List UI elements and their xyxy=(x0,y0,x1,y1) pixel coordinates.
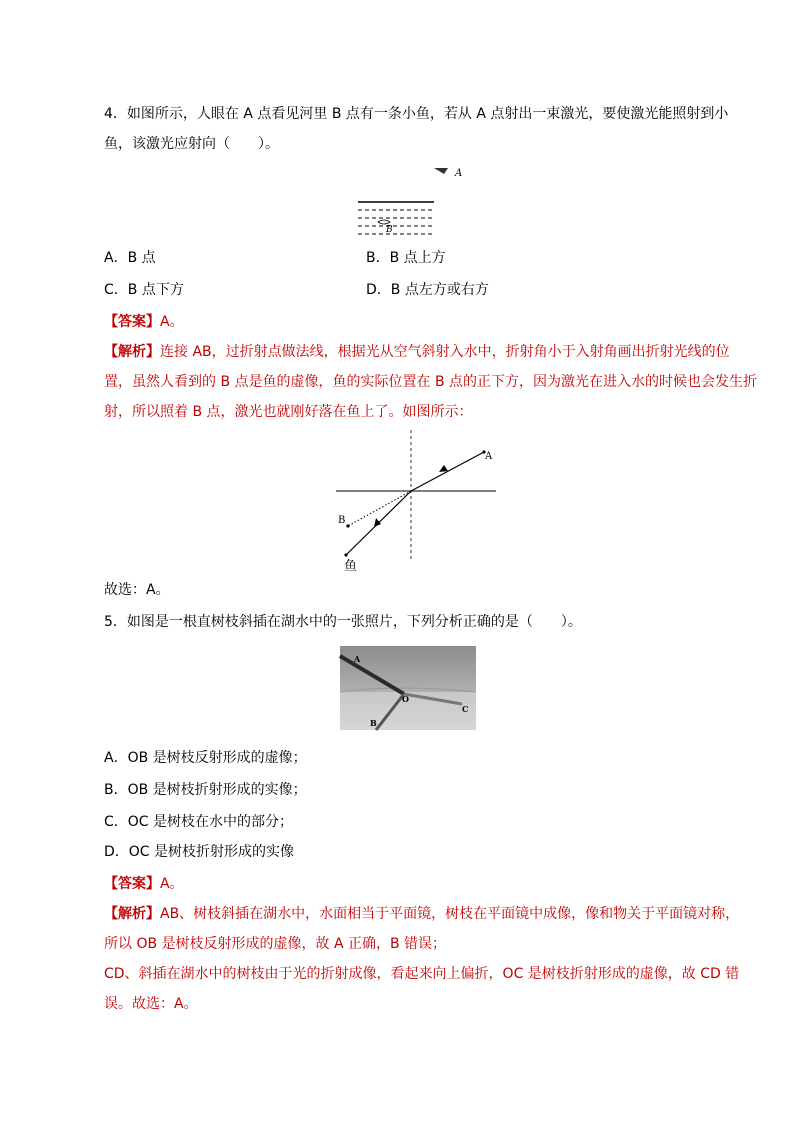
q4-option-c: C．B 点下方 xyxy=(104,282,184,298)
fish-icon xyxy=(378,220,390,224)
q5-analysis-line3: CD、斜插在湖水中的树枝由于光的折射成像，看起来向上偏折，OC 是树枝折射形成的虚像，故 CD 错 xyxy=(104,966,740,982)
q4-answer-value: A。 xyxy=(160,314,184,330)
q4-conclusion: 故选：A。 xyxy=(104,582,170,598)
q5-photo xyxy=(340,646,476,730)
photo-label-o: O xyxy=(402,694,409,704)
q4-analysis-line2: 置，虽然人看到的 B 点是鱼的虚像，鱼的实际位置在 B 点的正下方，因为激光在进入水的时候也会发生折 xyxy=(104,374,758,390)
q4-answer xyxy=(104,312,184,332)
q4-option-d: D．B 点左方或右方 xyxy=(366,282,489,298)
q4-figure xyxy=(356,160,463,242)
photo-label-b: B xyxy=(370,718,377,728)
q5-analysis-line2: 所以 OB 是树枝反射形成的虚像，故 A 正确，B 错误； xyxy=(104,936,447,952)
q4-analysis-line3: 射，所以照着 B 点，激光也就刚好落在鱼上了。如图所示： xyxy=(104,404,473,420)
q4-analysis-tag: 【解析】 xyxy=(104,344,160,360)
q5-analysis-line1: 【解析】AB、树枝斜插在湖水中，水面相当于平面镜，树枝在平面镜中成像，像和物关于平面镜对称， xyxy=(104,906,740,922)
diagram-label-b: B xyxy=(338,515,346,526)
q4-question-line1: 4．如图所示，人眼在 A 点看见河里 B 点有一条小鱼，若从 A 点射出一束激光，要使激光能照射到小 xyxy=(104,106,729,122)
q5-option-b: B．OB 是树枝折射形成的实像； xyxy=(104,782,307,798)
q5-option-d: D．OC 是树枝折射形成的实像 xyxy=(104,844,295,860)
q4-option-b: B．B 点上方 xyxy=(366,250,446,266)
q4-option-a: A．B 点 xyxy=(104,250,156,266)
diagram-label-fish: 鱼 xyxy=(344,559,358,574)
q4-answer-tag: 【答案】 xyxy=(104,314,160,330)
q5-answer xyxy=(104,874,184,894)
photo-label-a: A xyxy=(354,654,361,664)
q4-figure-label-b: B xyxy=(386,225,393,235)
q4-question-line2: 鱼，该激光应射向（ ）。 xyxy=(104,136,279,152)
q5-analysis-line4: 误。故选：A。 xyxy=(104,996,198,1012)
arrow-icon xyxy=(374,518,381,527)
arrow-icon xyxy=(439,465,448,472)
incident-ray xyxy=(411,452,484,491)
diagram-label-a: A xyxy=(485,451,493,462)
q5-option-a: A．OB 是树枝反射形成的虚像； xyxy=(104,750,307,766)
extension-line xyxy=(348,491,411,526)
q5-option-c: C．OC 是树枝在水中的部分； xyxy=(104,814,294,830)
q4-refraction-diagram xyxy=(334,430,500,572)
q4-figure-label-a: A xyxy=(455,168,463,179)
eye-icon xyxy=(434,168,448,174)
q4-analysis-line1: 【解析】连接 AB，过折射点做法线，根据光从空气斜射入水中，折射角小于入射角画出折射光线的位 xyxy=(104,344,730,360)
photo-label-c: C xyxy=(462,704,469,714)
q5-question: 5．如图是一根直树枝斜插在湖水中的一张照片，下列分析正确的是（ ）。 xyxy=(104,614,582,630)
q5-analysis-tag: 【解析】 xyxy=(104,906,160,922)
q5-answer-tag: 【答案】 xyxy=(104,876,160,892)
q5-answer-value: A。 xyxy=(160,876,184,892)
